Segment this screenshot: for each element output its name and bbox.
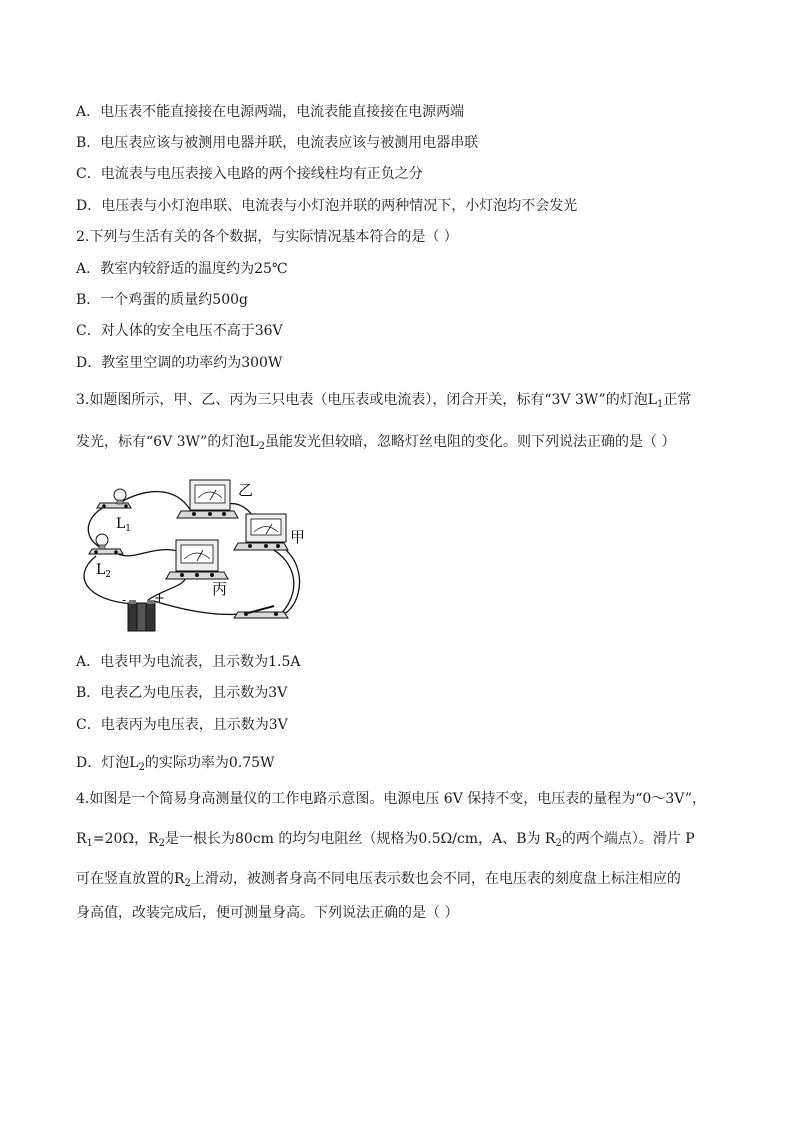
label-yi: 乙 (238, 481, 254, 499)
meter-jia (234, 514, 288, 550)
battery (128, 600, 155, 631)
switch (234, 606, 288, 618)
label-l2: $L_2$ (96, 562, 112, 580)
q1-option-a: A．电压表不能直接接在电源两端，电流表能直接接在电源两端 (76, 104, 465, 120)
q2-option-d: D．教室里空调的功率约为300W (76, 355, 283, 371)
q3-stem-text: 正常 (663, 392, 692, 408)
q4-text: 的两个端点）。滑片 P (561, 831, 695, 847)
label-l1: $L_1$ (116, 516, 132, 534)
bulb-l2 (89, 534, 123, 554)
q2-stem: 2.下列与生活有关的各个数据，与实际情况基本符合的是（ ） (76, 229, 458, 245)
battery-minus: - (122, 593, 127, 607)
q3-option-d-text: D．灯泡L (76, 755, 139, 771)
subscript: 2 (158, 838, 165, 849)
q3-option-b: B．电表乙为电压表，且示数为3V (76, 685, 288, 701)
q4-stem-line3 (76, 869, 681, 889)
q1-option-d: D．电压表与小灯泡串联、电流表与小灯泡并联的两种情况下，小灯泡均不会发光 (76, 198, 578, 214)
q3-stem-text: 虽能发光但较暗，忽略灯丝电阻的变化。则下列说法正确的是（ ） (265, 434, 676, 450)
subscript: 2 (184, 878, 191, 889)
subscript: 2 (138, 762, 145, 773)
subscript: 2 (258, 441, 266, 452)
q2-option-b: B．一个鸡蛋的质量约500g (76, 292, 248, 308)
q3-stem-text: 发光，标有“6V 3W”的灯泡L (76, 434, 259, 450)
bulb-l1 (97, 489, 131, 508)
q3-stem-text: 3.如题图所示，甲、乙、丙为三只电表（电压表或电流表），闭合开关，标有“3V 3W”的灯泡L (76, 392, 657, 408)
q1-option-b: B．电压表应该与被测用电器并联，电流表应该与被测用电器串联 (76, 135, 479, 151)
q3-stem-line1 (76, 390, 691, 410)
q1-option-c: C．电流表与电压表接入电路的两个接线柱均有正负之分 (76, 166, 423, 182)
meter-bing (166, 540, 228, 579)
q3-stem-line2 (76, 432, 675, 452)
q2-option-a: A．教室内较舒适的温度约为25℃ (76, 261, 288, 277)
q4-text: 上滑动，被测者身高不同电压表示数也会不同，在电压表的刻度盘上标注相应的 (190, 871, 681, 887)
subscript: 1 (657, 399, 664, 410)
meter-yi (177, 480, 238, 518)
label-jia: 甲 (290, 528, 306, 546)
q3-option-a: A．电表甲为电流表，且示数为1.5A (76, 654, 301, 670)
q4-text: R (76, 831, 87, 847)
q4-text: 是一根长为80cm 的均匀电阻丝（规格为0.5Ω/cm，A、B为 R (165, 831, 556, 847)
q4-stem-line1: 4.如图是一个简易身高测量仪的工作电路示意图。电源电压 6V 保持不变，电压表的量程为“0～3V”， (76, 791, 707, 807)
subscript: 2 (555, 838, 562, 849)
battery-plus: + (154, 591, 165, 606)
q2-option-c: C．对人体的安全电压不高于36V (76, 323, 283, 339)
q4-text: =20Ω，R (92, 831, 159, 847)
q4-stem-line2 (76, 829, 695, 849)
label-bing: 丙 (212, 580, 228, 598)
circuit-figure (66, 476, 316, 636)
q3-option-d-text: 的实际功率为0.75W (144, 755, 275, 771)
q4-text: 可在竖直放置的R (76, 871, 185, 887)
q3-option-d (76, 753, 274, 773)
q4-stem-line4: 身高值，改装完成后，便可测量身高。下列说法正确的是（ ） (76, 905, 459, 921)
subscript: 1 (86, 838, 93, 849)
q3-option-c: C．电表丙为电压表，且示数为3V (76, 717, 288, 733)
